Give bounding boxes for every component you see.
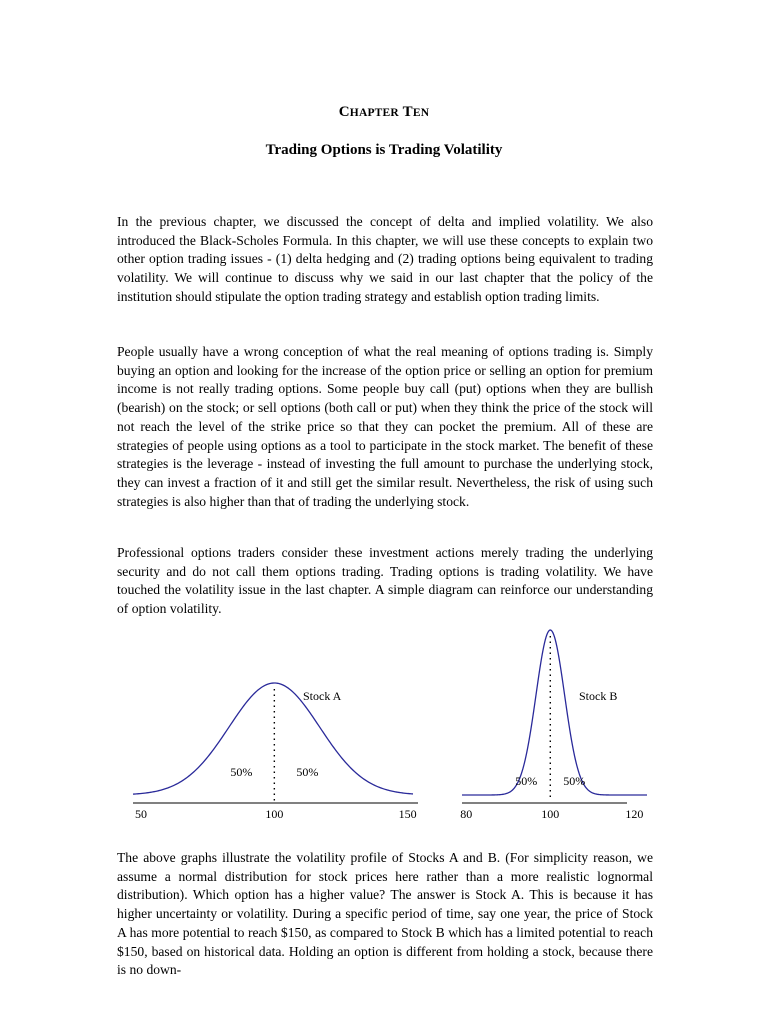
chapter-label-rest-1: HAPTER	[349, 107, 399, 119]
stock-a-x-tick: 150	[398, 807, 417, 821]
stock-a-distribution-curve	[133, 683, 413, 794]
chapter-title: Trading Options is Trading Volatility	[265, 142, 503, 158]
stock-b-chart	[462, 620, 647, 830]
stock-b-x-tick: 120	[625, 807, 644, 821]
chapter-label-initial-2: T	[402, 104, 413, 120]
stock-b-title: Stock B	[579, 689, 618, 703]
chapter-label	[0, 104, 768, 121]
chapter-label-initial-1: C	[338, 104, 350, 120]
stock-b-x-tick: 100	[541, 807, 560, 821]
stock-a-right-label: 50%	[296, 765, 319, 779]
chapter-label-rest-2: EN	[412, 107, 430, 119]
stock-b-left-label: 50%	[515, 774, 538, 788]
stock-b-x-tick: 80	[460, 807, 473, 821]
stock-a-chart	[133, 670, 418, 830]
paragraph-intro: In the previous chapter, we discussed the concept of delta and implied volatility. We also introduced the Black-Scholes Formula. In this chapter, we will use these concepts to explain two other option trading issues - (1) delta hedging and (2) trading options being equivalent to trading volatility. We will continue to discuss why we said in our last chapter that the policy of the institution should stipulate the option trading strategy and establish option trading limits.	[117, 214, 653, 304]
stock-a-left-label: 50%	[230, 765, 253, 779]
stock-b-distribution-curve	[462, 630, 647, 795]
paragraph-misconception: People usually have a wrong conception of what the real meaning of options trading is. Simply buying an option and looking for the increase of the option price or selling an option for premium income is not really trading options. Some people buy call (put) options when they are bullish (bearish) on the stock; or sell options (both call or put) when they think the price of the stock will not reach the level of the strike price so that they can pocket the premium. All of these are strategies of people using options as a tool to participate in the stock market. The benefit of these strategies is the leverage - instead of investing the full amount to purchase the underlying stock, they can invest a fraction of it and still get the similar result. Nevertheless, the risk of using such strategies is also higher than that of trading the underlying stock.	[117, 344, 653, 509]
stock-a-x-tick: 50	[135, 807, 147, 821]
stock-b-right-label: 50%	[563, 774, 586, 788]
stock-a-title: Stock A	[303, 689, 342, 703]
paragraph-professional-traders: Professional options traders consider these investment actions merely trading the underlying security and do not call them options trading. Trading options is trading volatility. We have touched the volatility issue in the last chapter. A simple diagram can reinforce our understanding of option volatility.	[117, 545, 653, 617]
paragraph-graph-explanation: The above graphs illustrate the volatility profile of Stocks A and B. (For simplicity reason, we assume a normal distribution for stock prices here rather than a more realistic lognormal distribution). Which option has a higher value? The answer is Stock A. This is because it has higher uncertainty or volatility. During a specific period of time, say one year, the price of Stock A has more potential to reach $150, as compared to Stock B which has a limited potential to reach $150, based on historical data. Holding an option is different from holding a stock, because there is no down-	[117, 850, 653, 978]
stock-a-x-tick: 100	[265, 807, 284, 821]
